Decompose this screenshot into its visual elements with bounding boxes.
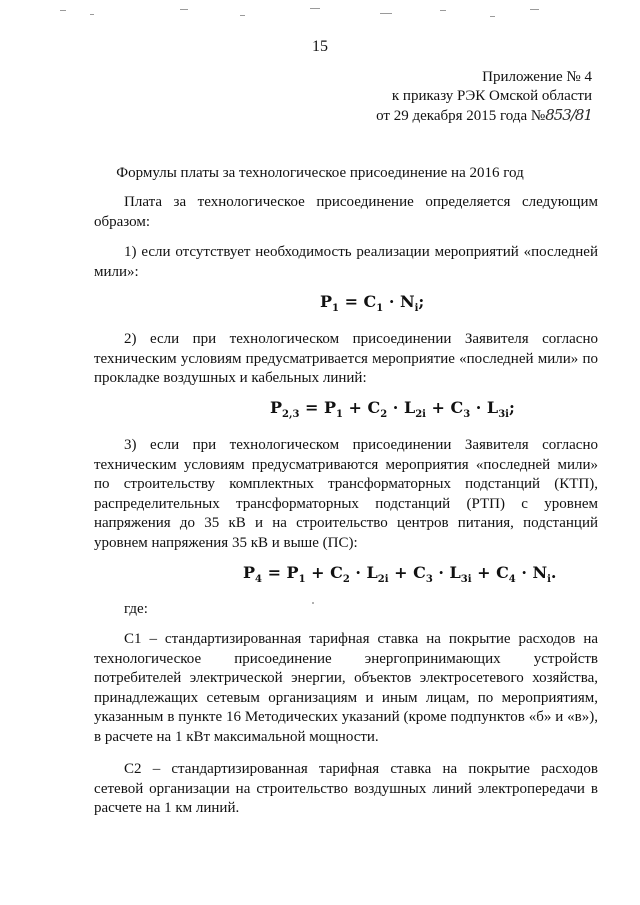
page-number: 15 xyxy=(312,38,328,55)
document-title: Формулы платы за технологическое присоединение на 2016 год xyxy=(116,165,524,181)
c1-definition: С1 – стандартизированная тарифная ставка на покрытие расходов на технологическое присоединение энергопринимающих устройств потребителей электрической энергии, объектов электросетевого хозяйства, принадлежащих сетевым организациям и иным лицам, по мероприятиям, указанным в пункте 16 Методических указаний (кроме подпунктов «б» и «в»), в расчете на 1 кВт максимальной мощности. xyxy=(94,631,598,745)
order-line: к приказу РЭК Омской области xyxy=(391,88,592,104)
formula-p4: $P_4 = P_1 + C_2 \cdot L_{2i} + C_3 \cdot L_{3i} + C_4 \cdot N_i$. xyxy=(243,563,557,586)
appendix-header xyxy=(376,68,592,126)
formula-p1: $P_1 = C_1 \cdot N_i$; xyxy=(320,292,425,315)
intro-paragraph: Плата за технологическое присоединение определяется следующим образом: xyxy=(94,194,598,230)
case-2-paragraph: 2) если при технологическом присоединении Заявителя согласно техническим условиям предусматривается мероприятие «последней мили» по прокладке воздушных и кабельных линий: xyxy=(94,331,598,386)
where-label: где: xyxy=(124,601,148,617)
scan-dot xyxy=(312,602,314,604)
appendix-line: Приложение № 4 xyxy=(482,69,592,85)
formula-p23: $P_{2,3} = P_1 + C_2 \cdot L_{2i} + C_3 \cdot L_{3i}$; xyxy=(270,398,515,421)
date-text: от 29 декабря 2015 года № xyxy=(376,108,546,124)
c2-definition: С2 – стандартизированная тарифная ставка на покрытие расходов сетевой организации на строительство воздушных линий электропередачи в расчете на 1 км линий. xyxy=(94,761,598,816)
date-line xyxy=(376,106,592,126)
scan-noise xyxy=(60,6,580,20)
handwritten-order-number: 853/81 xyxy=(545,106,592,124)
case-1-paragraph: 1) если отсутствует необходимость реализации мероприятий «последней мили»: xyxy=(94,244,598,280)
case-3-paragraph: 3) если при технологическом присоединении Заявителя согласно техническим условиям предусматриваются мероприятия «последней мили» по строительству комплектных трансформаторных подстанций (КТП), распределительных трансформаторных подстанций (РТП) с уровнем напряжения до 35 кВ и на строительство центров питания, подстанций уровнем напряжения 35 кВ и выше (ПС): xyxy=(94,437,598,551)
